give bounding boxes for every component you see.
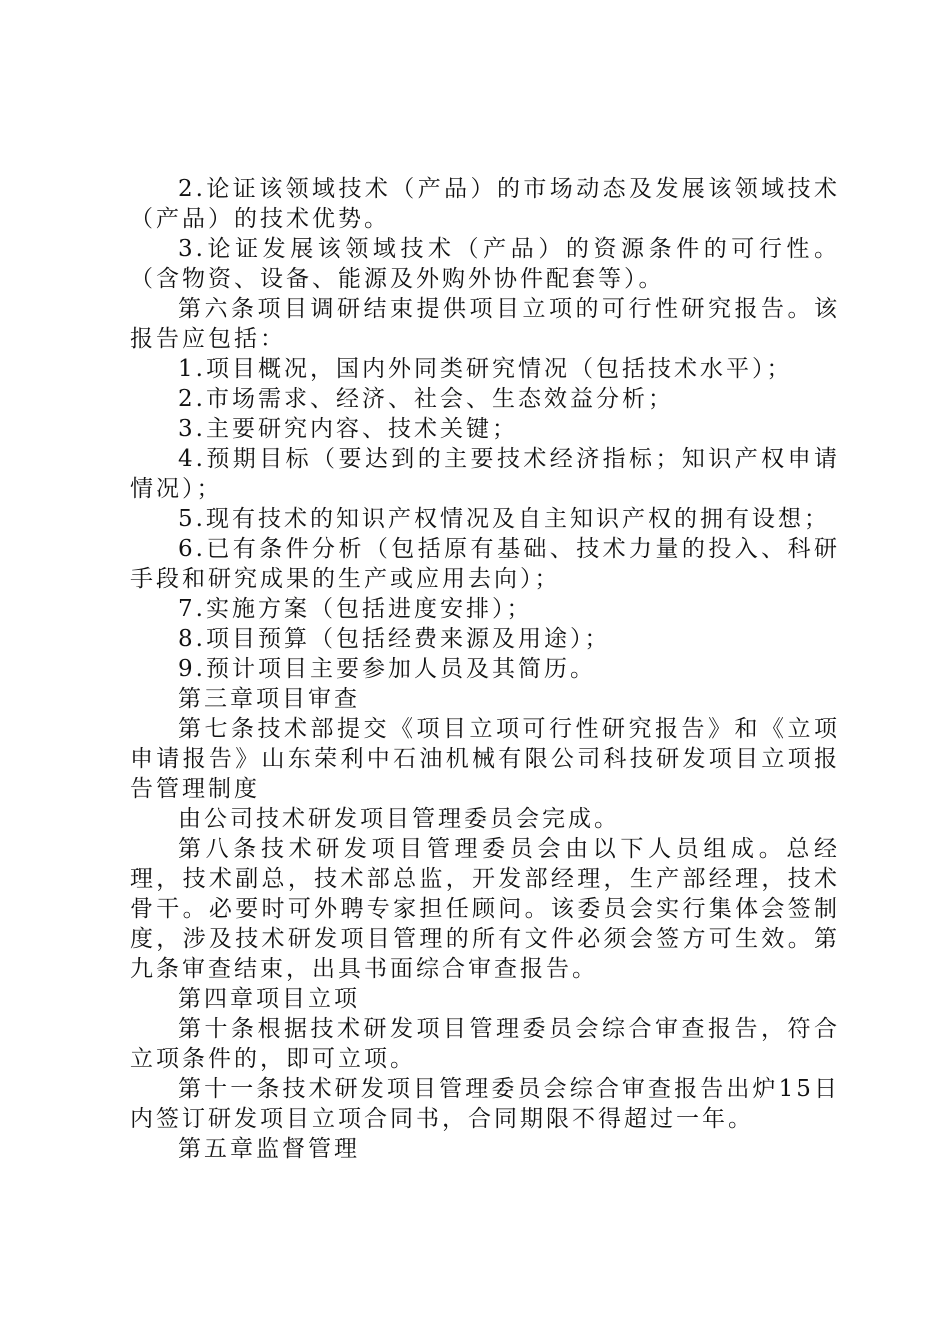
list-item-6: 6.已有条件分析（包括原有基础、技术力量的投入、科研手段和研究成果的生产或应用去向）；: [130, 536, 840, 592]
list-item-5: 5.现有技术的知识产权情况及自主知识产权的拥有设想；: [178, 506, 830, 532]
paragraph-item-2: 2.论证该领域技术（产品）的市场动态及发展该领域技术（产品）的技术优势。: [130, 176, 840, 232]
list-item-2: 2.市场需求、经济、社会、生态效益分析；: [178, 386, 674, 412]
list-item-8: 8.项目预算（包括经费来源及用途）；: [178, 626, 611, 652]
list-item-3: 3.主要研究内容、技术关键；: [178, 416, 518, 442]
article-8: 第八条技术研发项目管理委员会由以下人员组成。总经理，技术副总，技术部总监，开发部经理，生产部经理，技术骨干。必要时可外聘专家担任顾问。该委员会实行集体会签制度，涉及技术研发项目管理的所有文件必须会签方可生效。第九条审查结束，出具书面综合审查报告。: [130, 836, 840, 982]
article-6: 第六条项目调研结束提供项目立项的可行性研究报告。该报告应包括：: [130, 296, 840, 352]
article-7: 第七条技术部提交《项目立项可行性研究报告》和《立项申请报告》山东荣利中石油机械有限公司科技研发项目立项报告管理制度: [130, 716, 840, 802]
list-item-7: 7.实施方案（包括进度安排）；: [178, 596, 533, 622]
chapter-4-heading: 第四章项目立项: [178, 986, 360, 1012]
list-item-1: 1.项目概况，国内外同类研究情况（包括技术水平）；: [178, 356, 793, 382]
article-10: 第十条根据技术研发项目管理委员会综合审查报告，符合立项条件的，即可立项。: [130, 1016, 840, 1072]
document-body: [130, 174, 840, 1164]
chapter-5-heading: 第五章监督管理: [178, 1136, 360, 1162]
article-7-continuation: 由公司技术研发项目管理委员会完成。: [178, 806, 620, 832]
chapter-3-heading: 第三章项目审查: [178, 686, 360, 712]
list-item-4: 4.预期目标（要达到的主要技术经济指标；知识产权申请情况）；: [130, 446, 840, 502]
paragraph-item-3: 3.论证发展该领域技术（产品）的资源条件的可行性。（含物资、设备、能源及外购外协件配套等）。: [130, 236, 840, 292]
list-item-9: 9.预计项目主要参加人员及其简历。: [178, 656, 596, 682]
article-11: 第十一条技术研发项目管理委员会综合审查报告出炉15日内签订研发项目立项合同书，合同期限不得超过一年。: [130, 1076, 840, 1132]
